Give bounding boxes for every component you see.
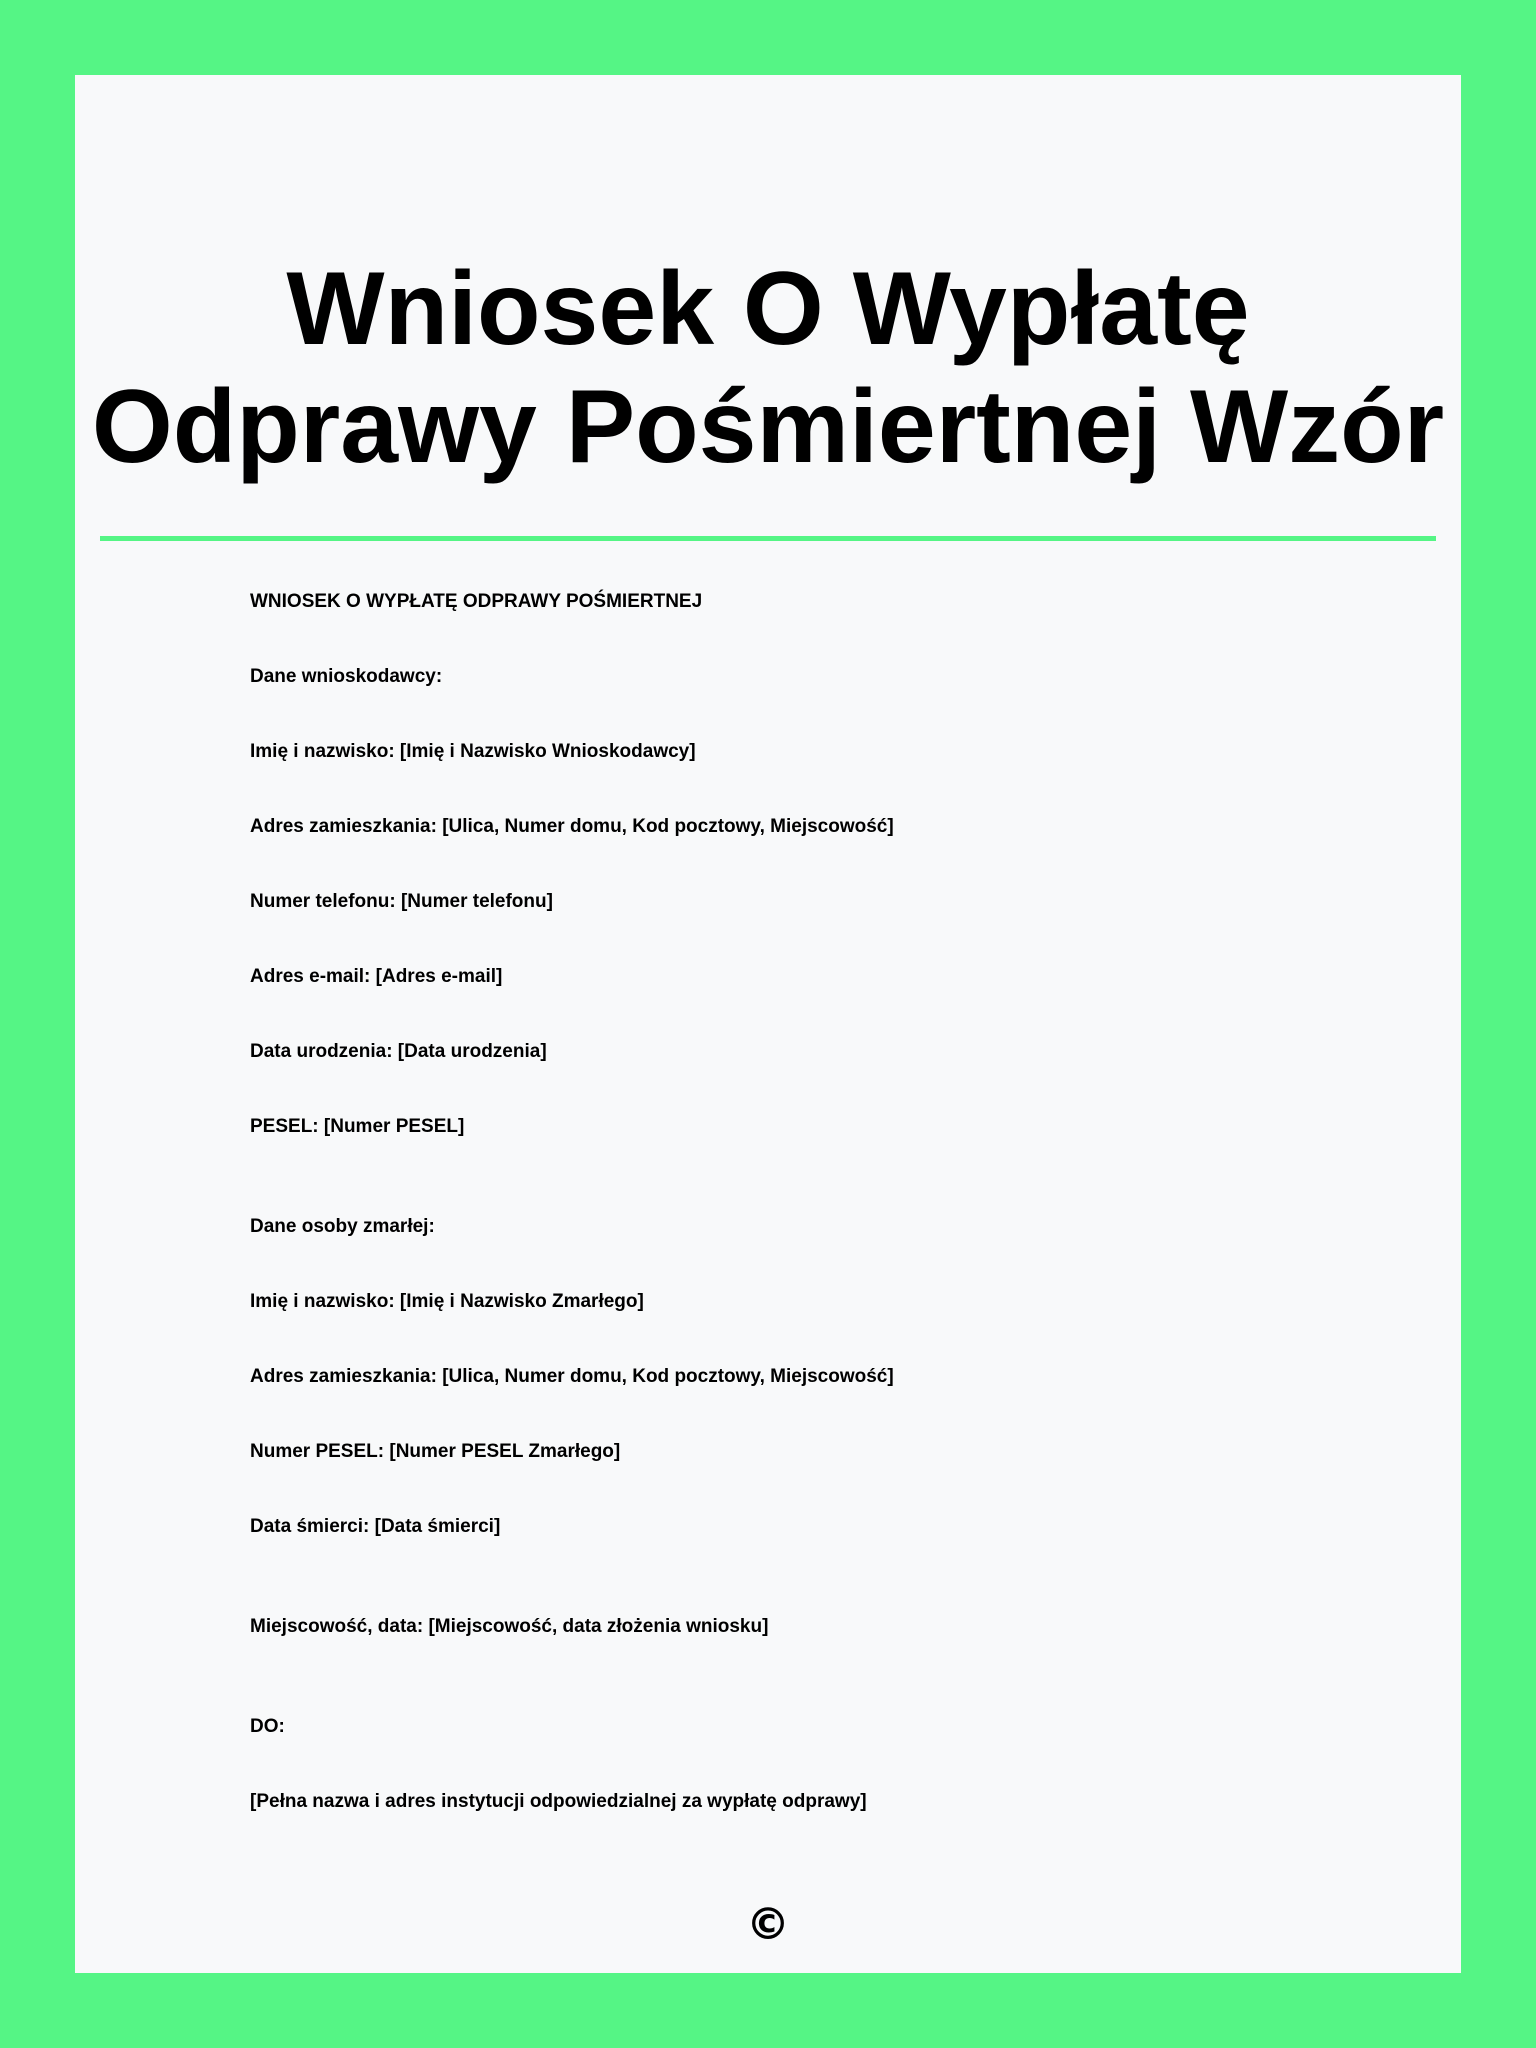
document-title: Wniosek O Wypłatę Odprawy Pośmiertnej Wzór [91, 251, 1445, 485]
document-page [75, 75, 1461, 1973]
recipient-institution-line: [Pełna nazwa i adres instytucji odpowiedzialnej za wypłatę odprawy] [250, 1791, 867, 1812]
applicant-section-label: Dane wnioskodawcy: [250, 666, 443, 687]
deceased-section-label: Dane osoby zmarłej: [250, 1216, 435, 1237]
deceased-pesel-line: Numer PESEL: [Numer PESEL Zmarłego] [250, 1441, 621, 1462]
applicant-birthdate-line: Data urodzenia: [Data urodzenia] [250, 1041, 547, 1062]
applicant-address-line: Adres zamieszkania: [Ulica, Numer domu, Kod pocztowy, Miejscowość] [250, 816, 894, 837]
copyright-icon: © [746, 1899, 790, 1950]
deceased-deathdate-line: Data śmierci: [Data śmierci] [250, 1516, 501, 1537]
applicant-email-line: Adres e-mail: [Adres e-mail] [250, 966, 503, 987]
deceased-name-line: Imię i nazwisko: [Imię i Nazwisko Zmarłego] [250, 1291, 644, 1312]
applicant-phone-line: Numer telefonu: [Numer telefonu] [250, 891, 553, 912]
recipient-label: DO: [250, 1716, 285, 1737]
place-date-line: Miejscowość, data: [Miejscowość, data złożenia wniosku] [250, 1616, 769, 1637]
deceased-address-line: Adres zamieszkania: [Ulica, Numer domu, Kod pocztowy, Miejscowość] [250, 1366, 894, 1387]
title-divider [100, 536, 1436, 541]
applicant-name-line: Imię i nazwisko: [Imię i Nazwisko Wnioskodawcy] [250, 741, 696, 762]
applicant-pesel-line: PESEL: [Numer PESEL] [250, 1116, 465, 1137]
form-heading: WNIOSEK O WYPŁATĘ ODPRAWY POŚMIERTNEJ [250, 591, 703, 612]
